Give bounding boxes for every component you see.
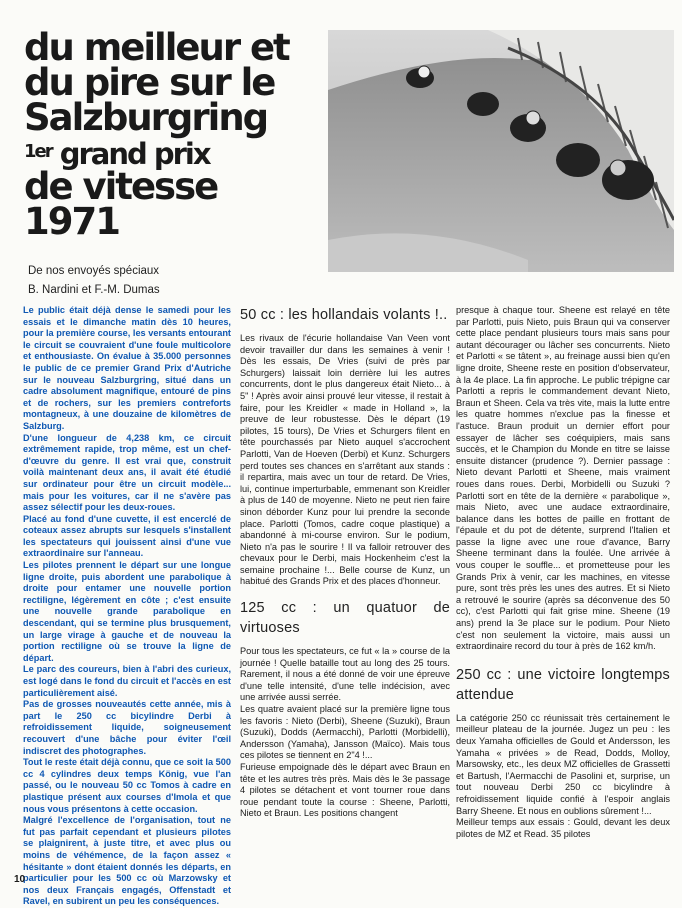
intro-paragraph: Placé au fond d'une cuvette, il est encerclé de coteaux assez abrupts sur lesquels s'installent les spectateurs qui jouissent ainsi d'une vue extraordinaire sur l'anneau. — [23, 513, 231, 559]
byline — [28, 262, 160, 300]
race-photo — [328, 30, 674, 272]
intro-column — [23, 305, 231, 908]
title-ordinal: 1er — [24, 141, 52, 162]
section-heading-250cc: 250 cc : une victoire longtemps attendue — [456, 666, 670, 703]
byline-line-1: De nos envoyés spéciaux — [28, 265, 160, 277]
body-paragraph: Meilleur temps aux essais : Gould, devant les deux pilotes de MZ et Read. 35 pilotes — [456, 817, 670, 839]
intro-paragraph: D'une longueur de 4,238 km, ce circuit extrêmement rapide, trop même, est un chef-d'œuvre du genre. Il est vrai que, construit voilà maintenant deux ans, il avait été étudié sur ordinateur pour être un circuit modèle... mais pour les voitures, car il ne s'avère pas assez sélectif pour les deux-roues. — [23, 432, 231, 513]
page-number: 10 — [14, 874, 26, 885]
body-paragraph: Furieuse empoignade dès le départ avec Braun en tête et les autres très près. Mais dès le 3e passage 4 pilotes se détachent et vont tourner roue dans roue pendant toute la course : Sheene, Parlotti, Nieto et Braun. Les positions changent — [240, 762, 450, 819]
section-heading-50cc: 50 cc : les hollandais volants !.. — [240, 307, 448, 323]
intro-paragraph: Les pilotes prennent le départ sur une longue ligne droite, puis abordent une parabolique à droite pour entamer une nouvelle portion rectiligne, légèrement en côte ; c'est ensuite une nouvelle grande parabolique en descendant, qui se termine plus brusquement, un large virage à gauche et de nouveau la portion rectiligne où se trouve la ligne de départ. — [23, 560, 231, 663]
body-paragraph: Les rivaux de l'écurie hollandaise Van Veen vont devoir travailler dur dans les semaines à venir ! Dès les essais, De Vries (suivi de près par Schurgers) laissait loin derrière lui les autres concurrents, dont le plus dangereux était Nieto... à 5" ! Après avoir ainsi prouvé leur vitesse, il restait à faire, pour les Kreidler « made in Holland », la preuve de leur robustesse. Dès le départ (19 pilotes, 15 tours), De Vries et Schurgers filent en tête pourchassés par Nieto auquel s'accrochent Parlotti, Van de Hoeven (Derbi) et Kunz. Schurgers perd toutes ses chances en s'arrêtant aux stands : il repartira, mais avec un tour de retard. De Vries, lui, continue imperturbable, emmenant son Kreidler à plus de 140 de moyenne. Nieto ne peut rien faire sinon déborder Kunz pour lui prendre la seconde place. Parlotti (Tomos, cadre coque plastique) a abandonné à mi-course environ. Sur le podium, Nieto n'a pas le sourire ! Il va falloir retrouver des chevaux pour le Derbi, mais Hockenheim c'est la semaine prochaine !... Belle course de Kunz, un habitué des Grands Prix et des places d'honneur. — [240, 333, 450, 587]
body-paragraph: La catégorie 250 cc réunissait très certainement le meilleur plateau de la journée. Jugez un peu : les deux Yamaha officielles de Gould et Andersson, les Yamaha « privées » de Read, Dodds, Molloy, Marsowsky, etc., les deux MZ officielles de Grassetti et Bartush, l'Aermacchi de Pasolini et, surprise, un tout nouveau Derbi 250 cc bicylindre à refroidissement liquide confié à l'espoir anglais Barry Sheene. Et nous en oublions sûrement !... — [456, 712, 670, 816]
title-line-2: du pire sur le — [24, 61, 275, 104]
article-title — [24, 26, 324, 243]
intro-paragraph: Pas de grosses nouveautés cette année, mis à part le 250 cc bicylindre Derbi à refroidissement liquide, soigneusement recouvert d'une bâche pour éviter l'œil indiscret des photographes. — [23, 699, 231, 756]
title-line-1: du meilleur et — [24, 26, 289, 69]
body-paragraph: Les quatre avaient placé sur la première ligne tous les favoris : Nieto (Derbi), Sheene (Suzuki), Braun (Suzuki), Dodds (Aermacchi), Parlotti (Morbidelli), Andersson (Yamaha), Jansson (Maïco). Mais tous ces pilotes se tiennent en 2"4 !... — [240, 704, 450, 761]
body-paragraph: presque à chaque tour. Sheene est relayé en tête par Parlotti, puis Nieto, puis Braun qui va conserver cette place pendant plusieurs tours mais sans pour autant décourager ou lâcher ses concurrents. Nieto et Parlotti « se tâtent », au freinage aussi bien qu'en ligne droite, Sheene reste en position d'observateur, à la 4e place. La fin approche. Le public trépigne car Parlotti a repris le commandement devant Nieto, Braun et Sheen. Cela va très vite, mais la lutte entre les quatre hommes n'exclue pas la finesse et l'astuce. Braun produit un dernier effort pour essayer de lâcher ses coéquipiers, mais sans succès, et le Champion du Monde en titre se laisse ensuite distancer (prudence ?). Dernier passage : Nieto devant Parlotti et Sheene, mais vraiment roues dans roues. Derbi, Morbidelli ou Suzuki ? Parlotti sort en tête de la dernière « parabolique », mais Nieto, avec une audace extraordinaire, balance dans les bottes de paille en frottant de l'épaule et du pot de détente, surprend l'Italien et passe la ligne avec une roue d'avance, Barry Sheene terminant dans la foulée. Une arrivée à vous couper le souffle... et prometteuse pour les Grands Prix à venir, car les machines, en vitesse pure, sont très près les unes des autres. Et si Nieto a retrouvé le sourire (après sa déconvenue des 50 cc), c'est Parlotti qui fait grise mine. Sheene (19 ans) prend la 3e place sur le podium. Pour Nieto c'est non seulement la victoire, mais aussi un extraordinaire record du tour à près de 162 km/h. — [456, 305, 670, 652]
title-line-3: Salzburgring — [24, 96, 268, 139]
byline-authors: B. Nardini et F.-M. Dumas — [28, 284, 160, 296]
right-column — [456, 305, 670, 840]
body-paragraph: Pour tous les spectateurs, ce fut « la » course de la journée ! Quelle bataille tout au long des 25 tours. Rarement, il nous a été donné de voir une épreuve d'une telle intensité, d'une telle indécision, avec une arrivée aussi serrée. — [240, 646, 450, 703]
section-heading-125cc: 125 cc : un quatuor de virtuoses — [240, 600, 450, 637]
title-line-6: 1971 — [24, 200, 119, 243]
title-line-5: de vitesse — [24, 165, 218, 208]
intro-paragraph: Le parc des coureurs, bien à l'abri des curieux, est logé dans le fond du circuit et l'accès en est particulièrement aisé. — [23, 664, 231, 698]
intro-paragraph: Le public était déjà dense le samedi pour les essais et le dimanche matin dès 10 heures, pour la première course, les versants entourant le circuit se couvraient d'une foule multicolore et enthousiaste. On évalue à 35.000 personnes le public de ce premier Grand Prix d'Autriche sur le nouveau Salzburgring, situé dans un cadre absolument magnifique, entouré de pins et de rochers, sur les premiers contreforts montagneux, à une douzaine de kilomètres de Salzburg. — [23, 305, 231, 431]
intro-paragraph: Tout le reste était déjà connu, que ce soit la 500 cc 4 cylindres deux temps König, vue l'an passé, ou le nouveau 50 cc Tomos à cadre en plastique présent aux courses d'Imola et que nous vous présentons à cette occasion. — [23, 757, 231, 814]
race-photo-image — [328, 30, 674, 272]
intro-paragraph: Malgré l'excellence de l'organisation, tout ne fut pas parfait cependant et plusieurs pilotes se plaignirent, à juste titre, et avec plus ou moins de véhémence, de la façon assez « hésitante » dont étaient donnés les départs, en particulier pour les 500 cc où Marzowsky et nos deux Français engagés, Offenstadt et Ravel, en subirent un peu les conséquences. — [23, 815, 231, 907]
title-line-4-text: grand prix — [59, 137, 210, 171]
middle-column — [240, 305, 450, 820]
